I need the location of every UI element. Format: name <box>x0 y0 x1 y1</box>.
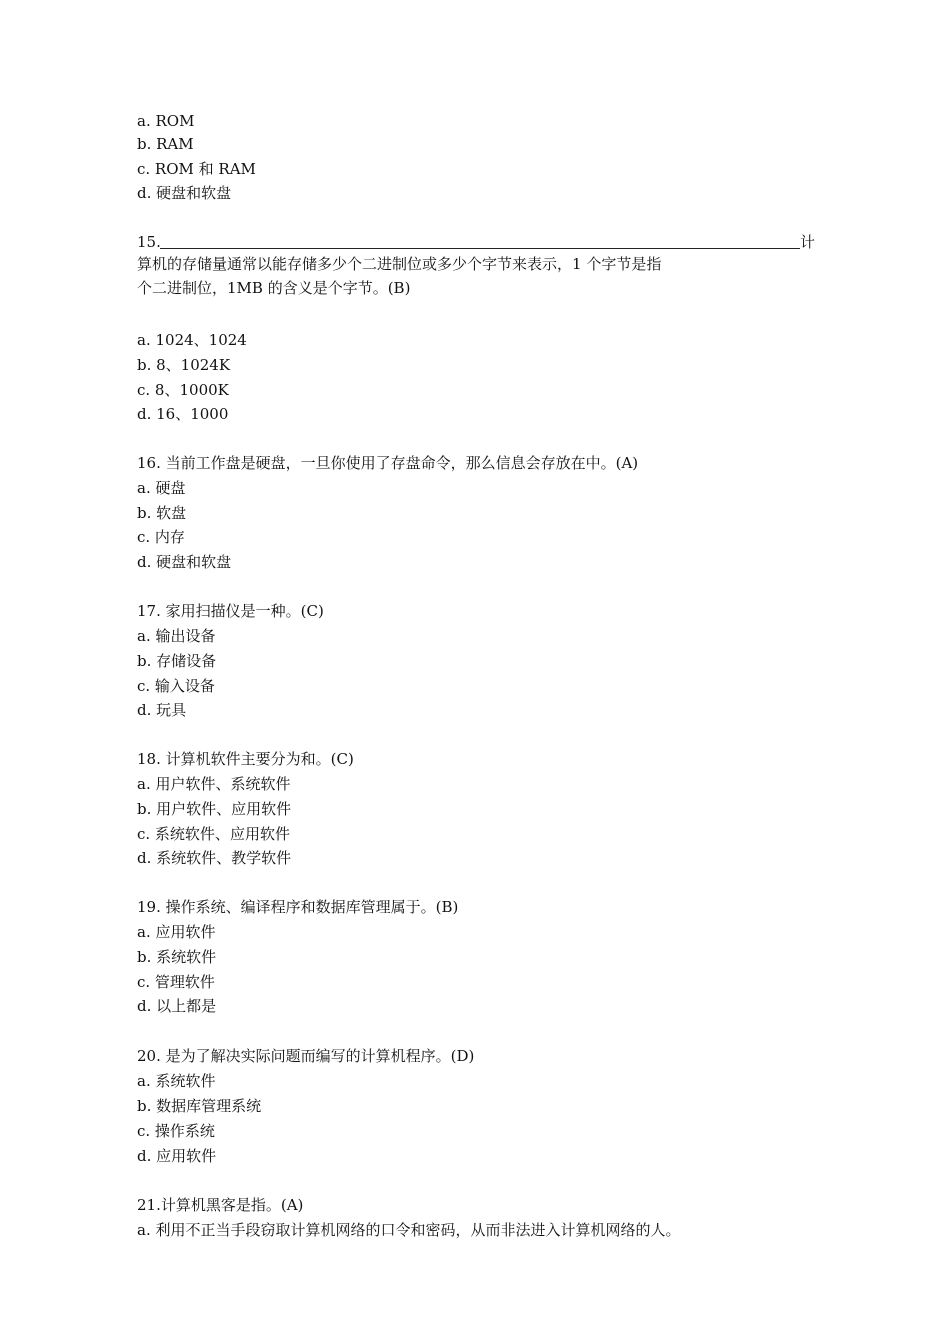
q15-option-b: b. 8、1024K <box>137 356 231 374</box>
q14-option-d: d. 硬盘和软盘 <box>137 184 232 202</box>
q17-option-a: a. 输出设备 <box>137 627 216 645</box>
q18-option-c: c. 系统软件、应用软件 <box>137 825 290 843</box>
q17-option-d: d. 玩具 <box>137 701 187 719</box>
q14-option-a: a. ROM <box>137 112 195 130</box>
q16-option-b: b. 软盘 <box>137 504 187 522</box>
q15-number: 15. <box>137 233 161 251</box>
q15-option-c: c. 8、1000K <box>137 381 229 399</box>
q20-stem: 20. 是为了解决实际问题而编写的计算机程序。(D) <box>137 1047 475 1065</box>
q19-stem: 19. 操作系统、编译程序和数据库管理属于。(B) <box>137 898 459 916</box>
q20-option-c: c. 操作系统 <box>137 1122 215 1140</box>
q15-option-d: d. 16、1000 <box>137 405 229 423</box>
q16-option-a: a. 硬盘 <box>137 479 186 497</box>
q20-option-d: d. 应用软件 <box>137 1147 217 1165</box>
q18-option-b: b. 用户软件、应用软件 <box>137 800 292 818</box>
q15-line3: 个二进制位，1MB 的含义是个字节。(B) <box>137 279 411 297</box>
q14-option-c: c. ROM 和 RAM <box>137 160 256 178</box>
q17-option-b: b. 存储设备 <box>137 652 217 670</box>
q20-option-a: a. 系统软件 <box>137 1072 216 1090</box>
q16-option-d: d. 硬盘和软盘 <box>137 553 232 571</box>
q15-tail: 计 <box>800 233 816 251</box>
q17-stem: 17. 家用扫描仪是一种。(C) <box>137 602 324 620</box>
q19-option-a: a. 应用软件 <box>137 923 216 941</box>
q17-option-c: c. 输入设备 <box>137 677 215 695</box>
q15-blank-line <box>160 248 800 249</box>
q21-stem: 21.计算机黑客是指。(A) <box>137 1196 304 1214</box>
q15-line2: 算机的存储量通常以能存储多少个二进制位或多少个字节来表示，1 个字节是指 <box>137 255 662 273</box>
q20-option-b: b. 数据库管理系统 <box>137 1097 262 1115</box>
q18-option-d: d. 系统软件、教学软件 <box>137 849 292 867</box>
q19-option-b: b. 系统软件 <box>137 948 217 966</box>
q15-option-a: a. 1024、1024 <box>137 331 247 349</box>
q16-option-c: c. 内存 <box>137 528 185 546</box>
q19-option-c: c. 管理软件 <box>137 973 215 991</box>
q18-stem: 18. 计算机软件主要分为和。(C) <box>137 750 354 768</box>
q21-option-a: a. 利用不正当手段窃取计算机网络的口令和密码，从而非法进入计算机网络的人。 <box>137 1221 681 1239</box>
q16-stem: 16. 当前工作盘是硬盘，一旦你使用了存盘命令，那么信息会存放在中。(A) <box>137 454 639 472</box>
q19-option-d: d. 以上都是 <box>137 997 217 1015</box>
q18-option-a: a. 用户软件、系统软件 <box>137 775 291 793</box>
q14-option-b: b. RAM <box>137 135 194 153</box>
